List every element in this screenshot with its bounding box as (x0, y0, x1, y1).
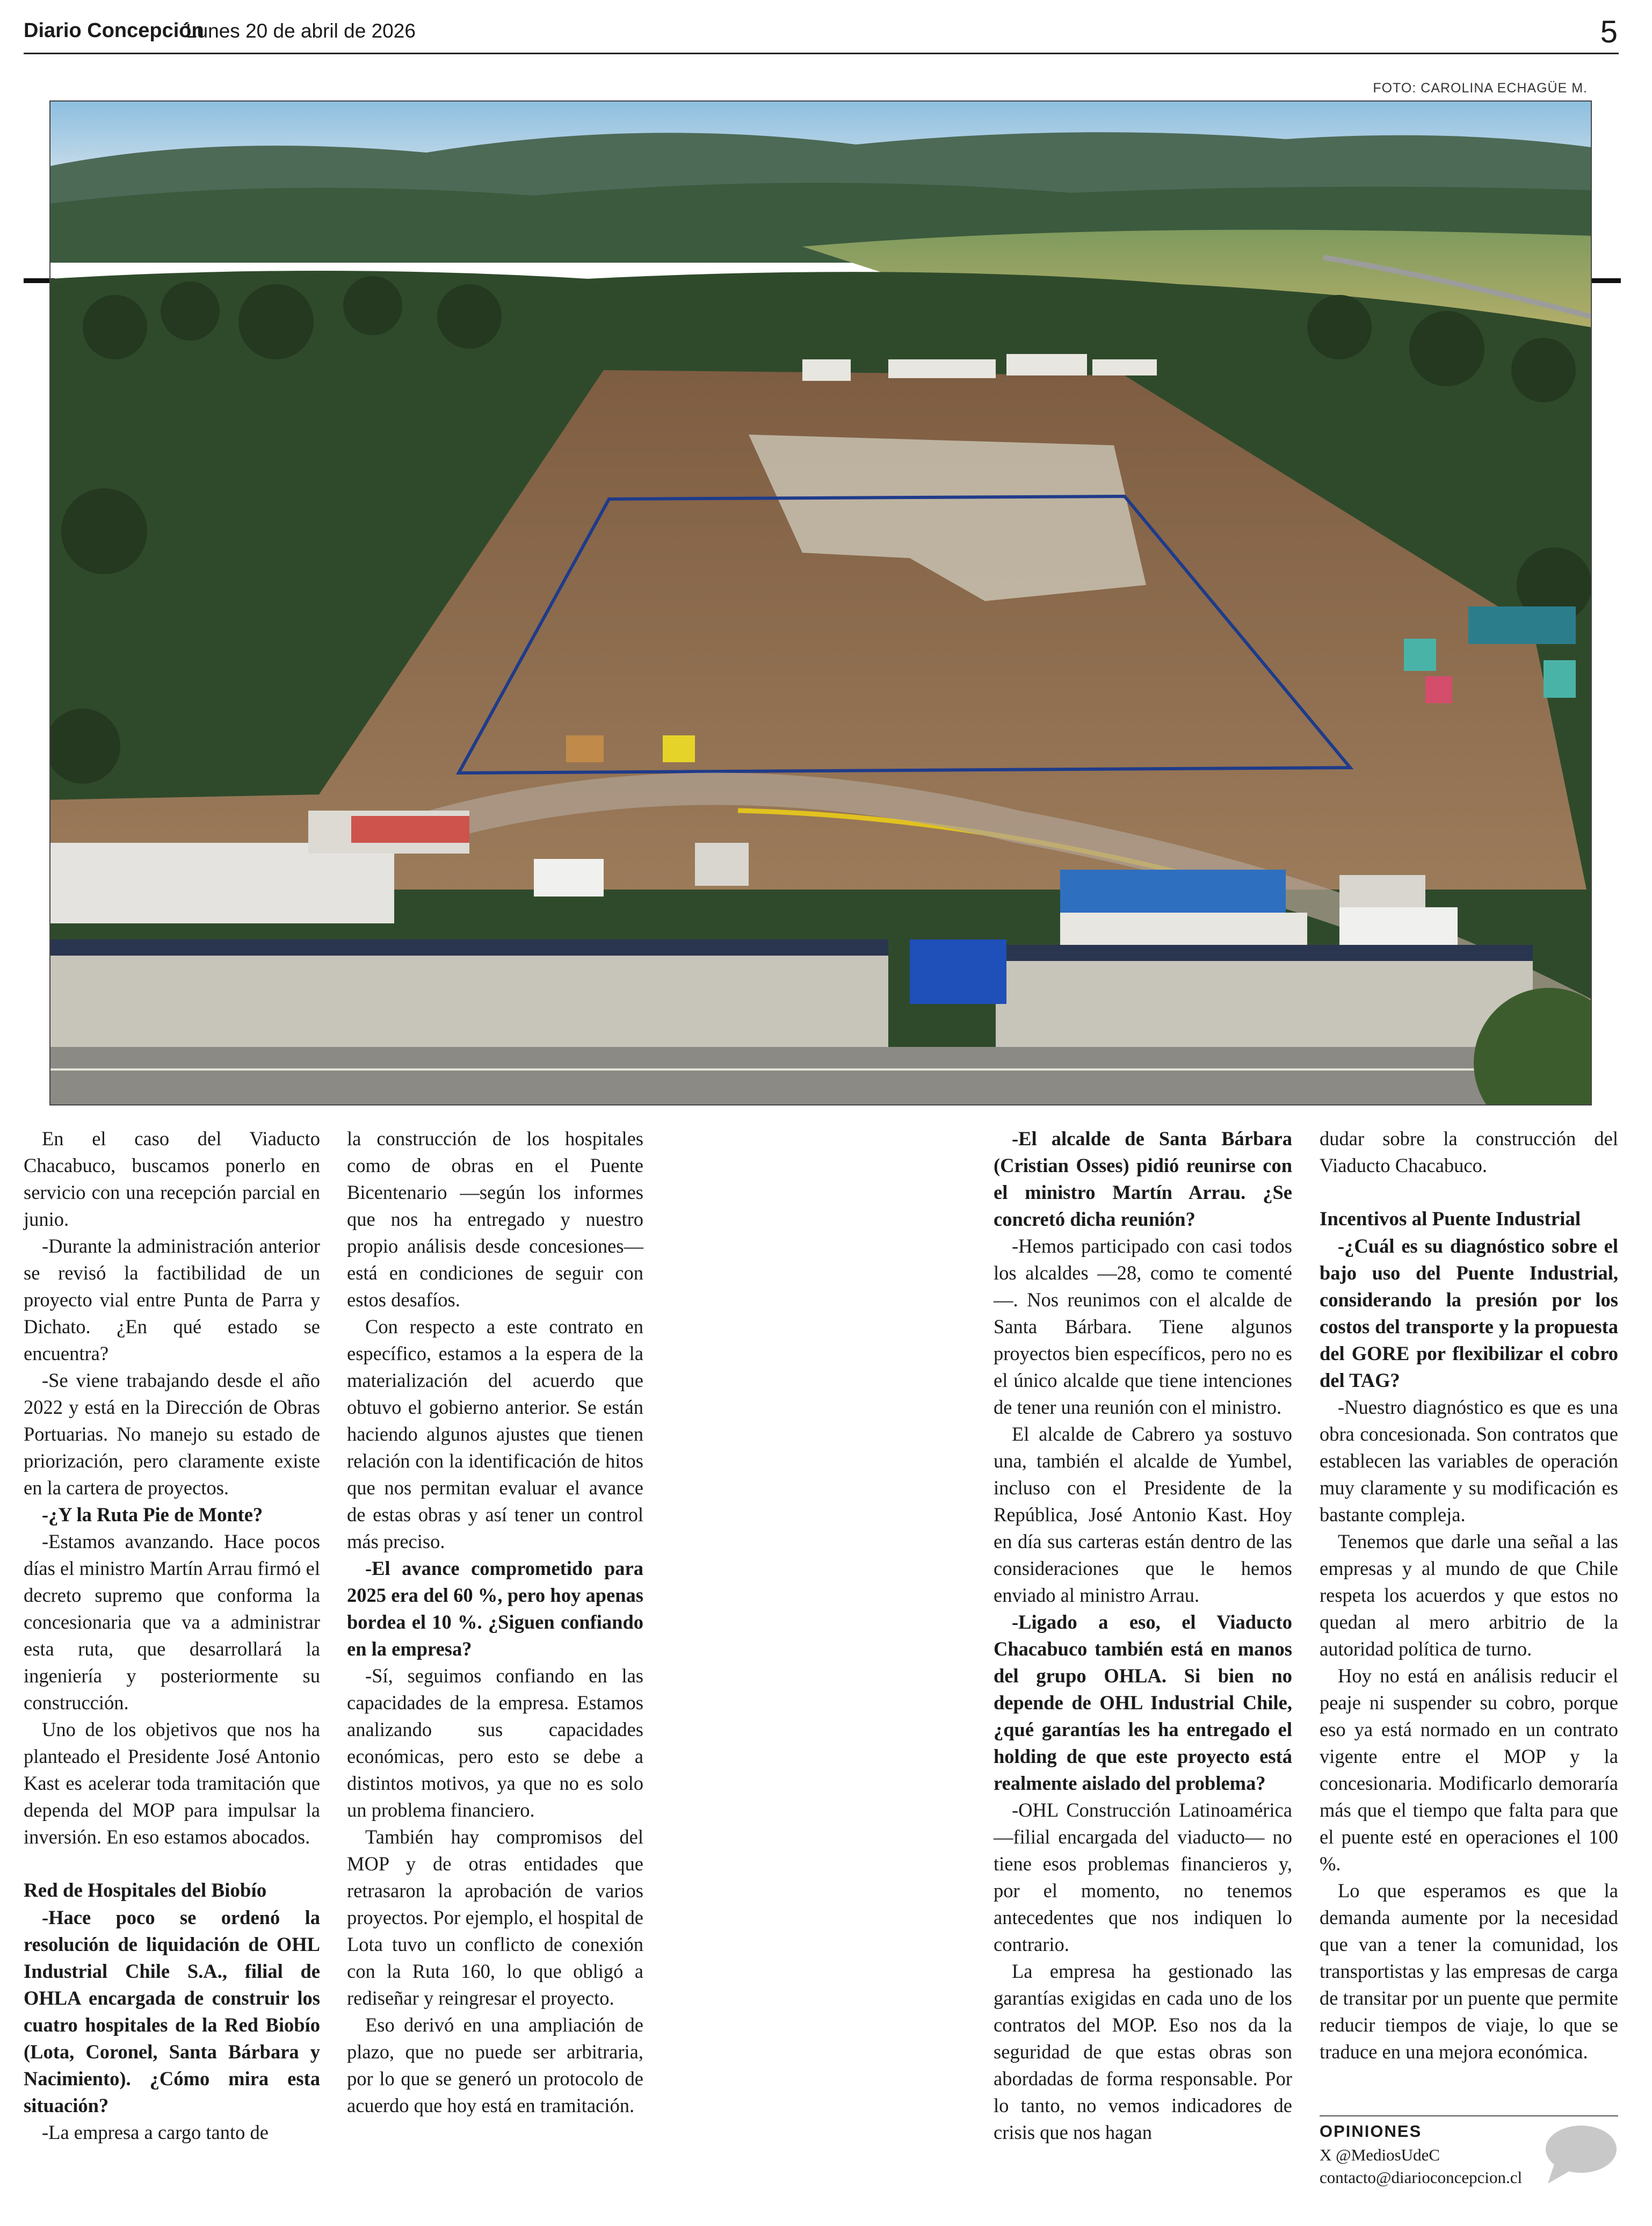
issue-date: Lunes 20 de abril de 2026 (186, 20, 416, 42)
article-column-1 (24, 1125, 320, 2146)
answer: -OHL Construcción Latinoamérica —filial encargada del viaducto— no tiene esos problemas financieros y, por el momento, no tenemos antecedentes que nos indiquen lo contrario. (994, 1799, 1292, 1955)
aerial-construction-photo (49, 100, 1592, 1105)
paragraph: Con respecto a este contrato en específico, estamos a la espera de la materialización del acuerdo que obtuvo el gobierno anterior. Se están haciendo algunos ajustes que tienen relación con la identificación de hitos que nos permitan evaluar el avance de estas obras y así tener un control más preciso. (347, 1316, 643, 1552)
newspaper-name: Diario Concepción (24, 19, 204, 42)
article-column-2 (347, 1125, 643, 2119)
question: -¿Cuál es su diagnóstico sobre el bajo uso del Puente Industrial, considerando la presión por los costos del transporte y la propuesta del GORE por flexibilizar el cobro del TAG? (1320, 1235, 1618, 1391)
paragraph: La empresa ha gestionado las garantías exigidas en cada uno de los contratos del MOP. Eso nos da la seguridad de que estas obras son abordadas de forma responsable. Por lo tanto, no vemos indicadores de crisis que nos hagan (994, 1960, 1292, 2143)
answer: -Estamos avanzando. Hace pocos días el ministro Martín Arrau firmó el decreto supremo que conforma la concesionaria que va a administrar esta ruta, que desarrollará la ingeniería y posteriormente su construcción. (24, 1530, 320, 1714)
section-heading-puente-industrial: Incentivos al Puente Industrial (1320, 1208, 1581, 1230)
paragraph: dudar sobre la construcción del Viaducto Chacabuco. (1320, 1128, 1618, 1176)
perimeter-wall-right (996, 950, 1533, 1047)
opinions-rule (1320, 2115, 1618, 2116)
question: -¿Y la Ruta Pie de Monte? (42, 1504, 263, 1526)
twitter-handle[interactable]: X @MediosUdeC (1320, 2145, 1440, 2164)
question: -El alcalde de Santa Bárbara (Cristian Osses) pidió reunirse con el ministro Martín Arrau. ¿Se concretó dicha reunión? (994, 1128, 1292, 1230)
paragraph: la construcción de los hospitales como de obras en el Puente Bicentenario —según los informes que nos ha entregado y nuestro propio análisis desde concesiones— está en condiciones de seguir con estos desafíos. (347, 1128, 643, 1311)
paragraph: También hay compromisos del MOP y de otras entidades que retrasaron la aprobación de varios proyectos. Por ejemplo, el hospital de Lota tuvo un conflicto de conexión con la Ruta 160, lo que obligó a rediseñar y reingresar el proyecto. (347, 1826, 643, 2009)
photo-illustration (50, 102, 1591, 1104)
question: -Hace poco se ordenó la resolución de liquidación de OHL Industrial Chile S.A., filial de OHLA encargada de construir los cuatro hospitales de la Red Biobío (Lota, Coronel, Santa Bárbara y Nacimiento). ¿Cómo mira esta situación? (24, 1906, 320, 2116)
perimeter-wall-left (50, 945, 888, 1047)
paragraph: Hoy no está en análisis reducir el peaje ni suspender su cobro, porque eso ya está normado en un contrato vigente entre el MOP y la concesionaria. Modificarlo demoraría más que el tiempo que falta para que el puente esté en operaciones el 100 %. (1320, 1665, 1618, 1875)
article-column-4 (1320, 1125, 1618, 2065)
answer: -La empresa a cargo tanto de (42, 2121, 269, 2143)
paragraph: Uno de los objetivos que nos ha planteado el Presidente José Antonio Kast es acelerar toda tramitación que dependa del MOP para impulsar la inversión. En eso estamos abocados. (24, 1718, 320, 1848)
question: -Durante la administración anterior se revisó la factibilidad de un proyecto vial entre Punta de Parra y Dichato. ¿En qué estado se encuentra? (24, 1235, 320, 1364)
paragraph: El alcalde de Cabrero ya sostuvo una, también el alcalde de Yumbel, incluso con el Presidente de la República, José Antonio Kast. Hoy en día sus carteras están dentro de las consideraciones que le hemos enviado al ministro Arrau. (994, 1423, 1292, 1606)
paragraph: Eso derivó en una ampliación de plazo, que no puede ser arbitraria, por lo que se generó un protocolo de acuerdo que hoy está en tramitación. (347, 2014, 643, 2116)
road (50, 1047, 1591, 1104)
answer: -Hemos participado con casi todos los alcaldes —28, como te comenté—. Nos reunimos con el alcalde de Santa Bárbara. Tiene algunos proyectos bien específicos, pero no es el único alcalde que tiene intenciones de tener una reunión con el ministro. (994, 1235, 1292, 1418)
article-column-3 (994, 1125, 1292, 2146)
blue-gate (910, 939, 1006, 1004)
photo-credit: FOTO: CAROLINA ECHAGÜE M. (1373, 81, 1588, 96)
header-rule (24, 53, 1619, 54)
answer: -Se viene trabajando desde el año 2022 y está en la Dirección de Obras Portuarias. No manejo su estado de priorización, pero claramente existe en la cartera de proyectos. (24, 1369, 320, 1499)
question: -Ligado a eso, el Viaducto Chacabuco también está en manos del grupo OHLA. Si bien no depende de OHL Industrial Chile, ¿qué garantías les ha entregado el holding de que este proyecto está realmente aislado del problema? (994, 1611, 1292, 1794)
answer: -Sí, seguimos confiando en las capacidades de la empresa. Estamos analizando sus capacidades económicas, pero esto se debe a distintos motivos, ya que no es solo un problema financiero. (347, 1665, 643, 1821)
paragraph: Tenemos que darle una señal a las empresas y al mundo de que Chile respeta los acuerdos y que estos no quedan al mero arbitrio de la autoridad política de turno. (1320, 1530, 1618, 1660)
opinions-title: OPINIONES (1320, 2122, 1422, 2141)
speech-bubble-icon (1542, 2123, 1618, 2186)
contact-email[interactable]: contacto@diarioconcepcion.cl (1320, 2168, 1523, 2187)
paragraph: Lo que esperamos es que la demanda aumente por la necesidad que van a tener la comunidad, los transportistas y las empresas de carga de transitar por un puente que permite reducir tiempos de viaje, lo que se traduce en una mejora económica. (1320, 1880, 1618, 2063)
paragraph: En el caso del Viaducto Chacabuco, buscamos ponerlo en servicio con una recepción parcial en junio. (24, 1128, 320, 1230)
page-number: 5 (1600, 15, 1618, 49)
section-heading-hospitals: Red de Hospitales del Biobío (24, 1880, 267, 1902)
right-margin-tick (1590, 278, 1621, 283)
answer: -Nuestro diagnóstico es que es una obra concesionada. Son contratos que establecen las variables de operación muy claramente y su modificación es bastante compleja. (1320, 1396, 1618, 1526)
question: -El avance comprometido para 2025 era del 60 %, pero hoy apenas bordea el 10 %. ¿Siguen confiando en la empresa? (347, 1557, 643, 1660)
